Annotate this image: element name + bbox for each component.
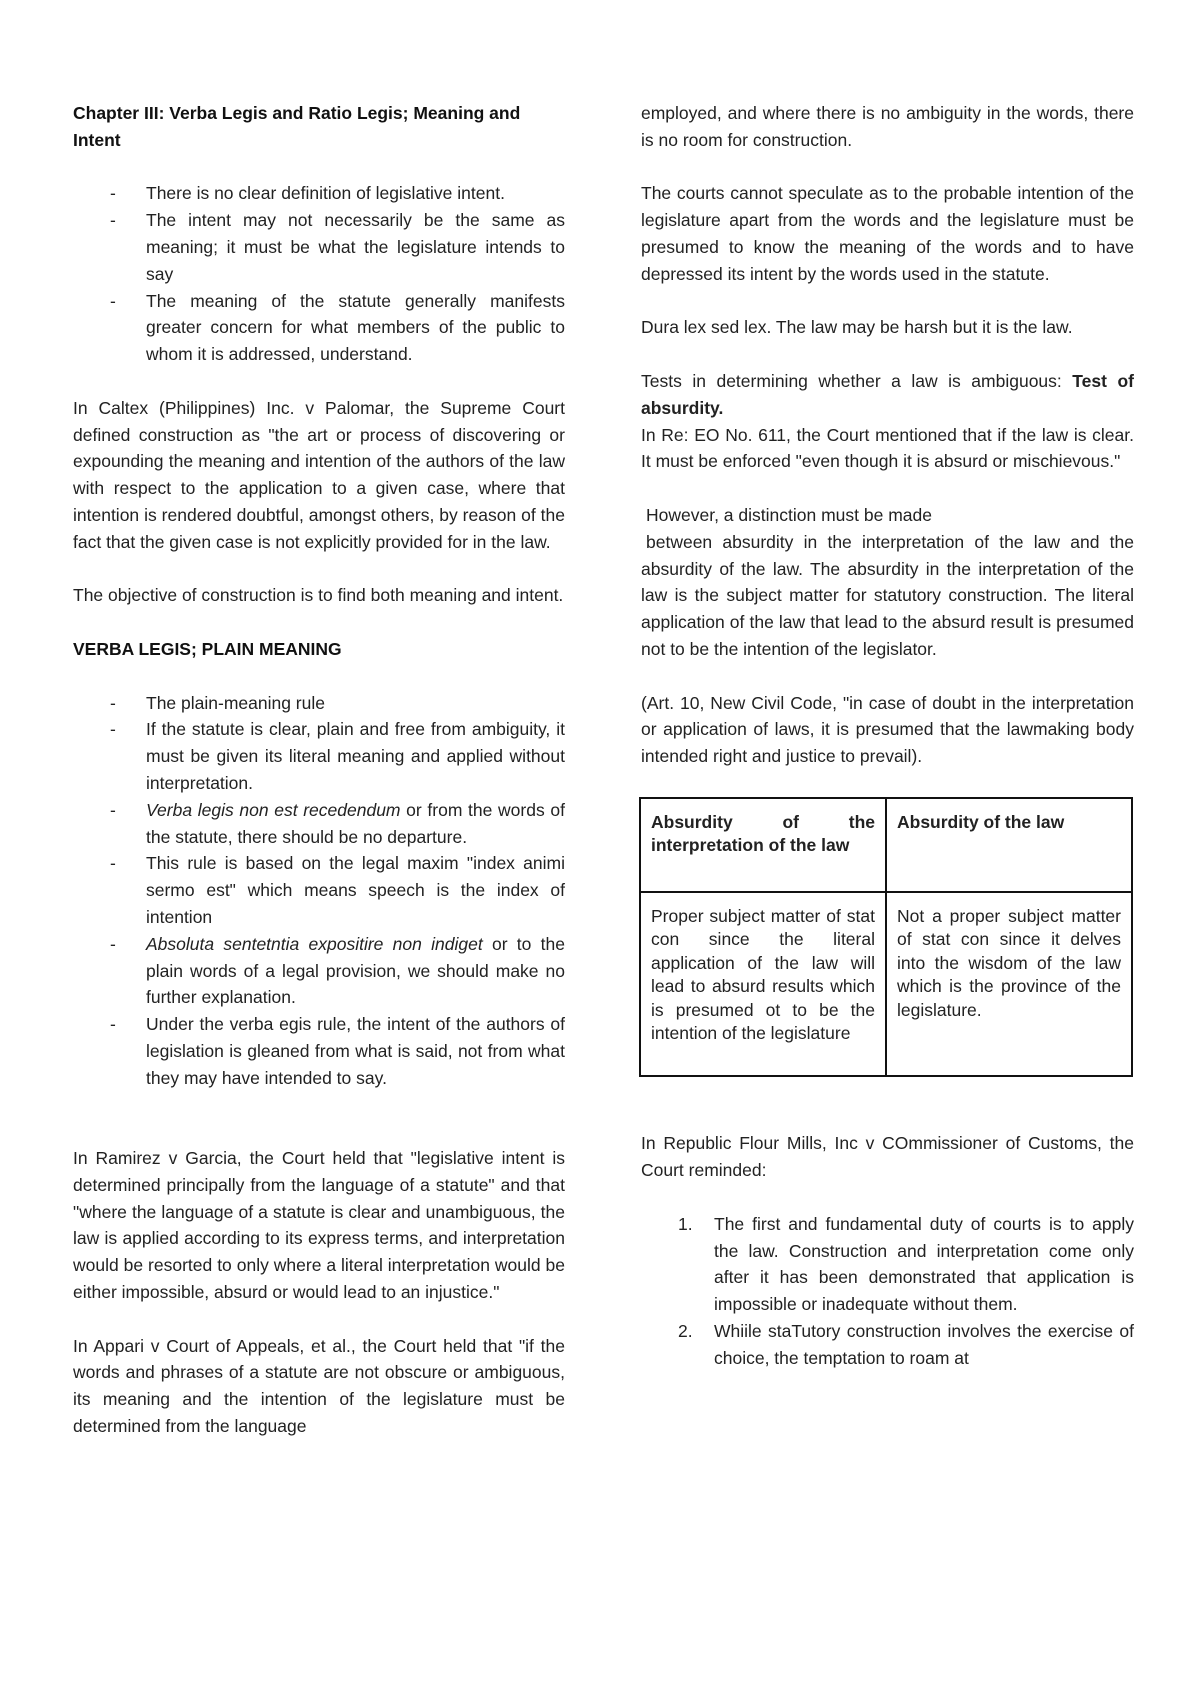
plain-meaning-bullet-list	[73, 690, 565, 1092]
list-item: - This rule is based on the legal maxim "index animi sermo est" which means speech is the index of intention	[73, 850, 565, 930]
ramirez-paragraph: In Ramirez v Garcia, the Court held that "legislative intent is determined principally from the language of a statute" and that "where the language of a statute is clear and unambiguous, the law is applied according to its express terms, and interpretation would be resorted to only where a literal interpretation would be either impossible, absurd or would lead to an injustice."	[73, 1148, 565, 1303]
table-row	[640, 892, 1132, 1076]
objective-paragraph: The objective of construction is to find both meaning and intent.	[73, 585, 564, 606]
re-eo-paragraph: In Re: EO No. 611, the Court mentioned that if the law is clear. It must be enforced "even though it is absurd or mischievous."	[641, 424, 1134, 472]
list-item: - The intent may not necessarily be the same as meaning; it must be what the legislature intends to say	[73, 207, 565, 287]
list-item-text: Whiile staTutory construction involves the exercise of choice, the temptation to roam at	[714, 1320, 1134, 1368]
tests-text: Tests in determining whether a law is ambiguous:	[641, 370, 1073, 391]
art10-paragraph: (Art. 10, New Civil Code, "in case of doubt in the interpretation or application of laws, it is presumed that the lawmaking body intended right and justice to prevail).	[641, 692, 1134, 767]
list-item-text: or from the words of the statute, there should be no departure.	[146, 799, 565, 847]
list-number: 1.	[678, 1213, 693, 1234]
spacer	[641, 1104, 1134, 1131]
employed-paragraph: employed, and where there is no ambiguity in the words, there is no room for construction.	[641, 103, 1134, 150]
absurdity-comparison-table	[639, 797, 1133, 1077]
table-cell: Not a proper subject matter of stat con since it delves into the wisdom of the law which is the province of the legislature.	[886, 892, 1132, 1076]
test-of-absurdity: Test of absurdity.	[641, 370, 1134, 418]
chapter-heading: Chapter III: Verba Legis and Ratio Legis; Meaning and Intent	[73, 103, 521, 150]
caltex-paragraph: In Caltex (Philippines) Inc. v Palomar, the Supreme Court defined construction as "the art or process of discovering or expounding the meaning and intention of the authors of the law with respect to the application to a given case, where that intention is rendered doubtful, amongst others, by reason of the fact that the given case is not explicitly provided for in the law.	[73, 397, 565, 552]
latin-maxim: Absoluta sentetntia expositire non indiget	[146, 933, 483, 954]
list-item: - The meaning of the statute generally manifests greater concern for what members of the public to whom it is addressed, understand.	[73, 288, 565, 368]
republic-paragraph: In Republic Flour Mills, Inc v COmmissioner of Customs, the Court reminded:	[641, 1133, 1134, 1181]
list-item: - If the statute is clear, plain and free from ambiguity, it must be given its literal meaning and applied without interpretation.	[73, 716, 565, 796]
list-item: - There is no clear definition of legislative intent.	[73, 180, 565, 207]
however-text: between absurdity in the interpretation of the law and the absurdity of the law. The absurdity in the interpretation of the law is the subject matter for statutory construction. The literal application of the law that lead to the absurd result is presumed not to be the intention of the legislator.	[641, 531, 1134, 659]
latin-maxim: Verba legis non est recedendum	[146, 799, 401, 820]
list-item	[641, 1318, 1134, 1372]
list-item-text: or to the plain words of a legal provision, we should make no further explanation.	[146, 933, 565, 1008]
table-header-cell: Absurdity of the interpretation of the law	[640, 798, 886, 892]
spacer	[73, 1118, 565, 1145]
spacer	[641, 1077, 1134, 1104]
list-item	[73, 931, 565, 1011]
table-header-cell: Absurdity of the law	[886, 798, 1132, 892]
left-column	[73, 100, 565, 1440]
verba-legis-heading: VERBA LEGIS; PLAIN MEANING	[73, 638, 342, 659]
dura-lex-paragraph: Dura lex sed lex. The law may be harsh but it is the law.	[641, 317, 1073, 338]
intent-bullet-list	[73, 180, 565, 368]
however-line: However, a distinction must be made	[646, 504, 932, 525]
list-item: - Under the verba egis rule, the intent of the authors of legislation is gleaned from what is said, not from what they may have intended to say.	[73, 1011, 565, 1091]
numbered-list	[641, 1211, 1134, 1372]
right-column	[641, 100, 1134, 1371]
courts-paragraph: The courts cannot speculate as to the probable intention of the legislature apart from the words and the legislature must be presumed to know the meaning of the words and to have depressed its intent by the words used in the statute.	[641, 183, 1134, 284]
list-number: 2.	[678, 1320, 693, 1341]
table-header-row	[640, 798, 1132, 892]
list-item	[73, 797, 565, 851]
tests-paragraph	[641, 368, 1134, 422]
however-paragraph	[641, 529, 1134, 663]
list-item-text: The first and fundamental duty of courts is to apply the law. Construction and interpretation come only after it has been demonstrated that application is impossible or inadequate without them.	[714, 1213, 1134, 1315]
table-cell: Proper subject matter of stat con since the literal application of the law will lead to absurd results which is presumed ot to be the intention of the legislature	[640, 892, 886, 1076]
list-item: - The plain-meaning rule	[73, 690, 565, 717]
list-item	[641, 1211, 1134, 1318]
appari-paragraph: In Appari v Court of Appeals, et al., the Court held that "if the words and phrases of a statute are not obscure or ambiguous, its meaning and the intention of the legislature must be determined from the language	[73, 1335, 565, 1437]
